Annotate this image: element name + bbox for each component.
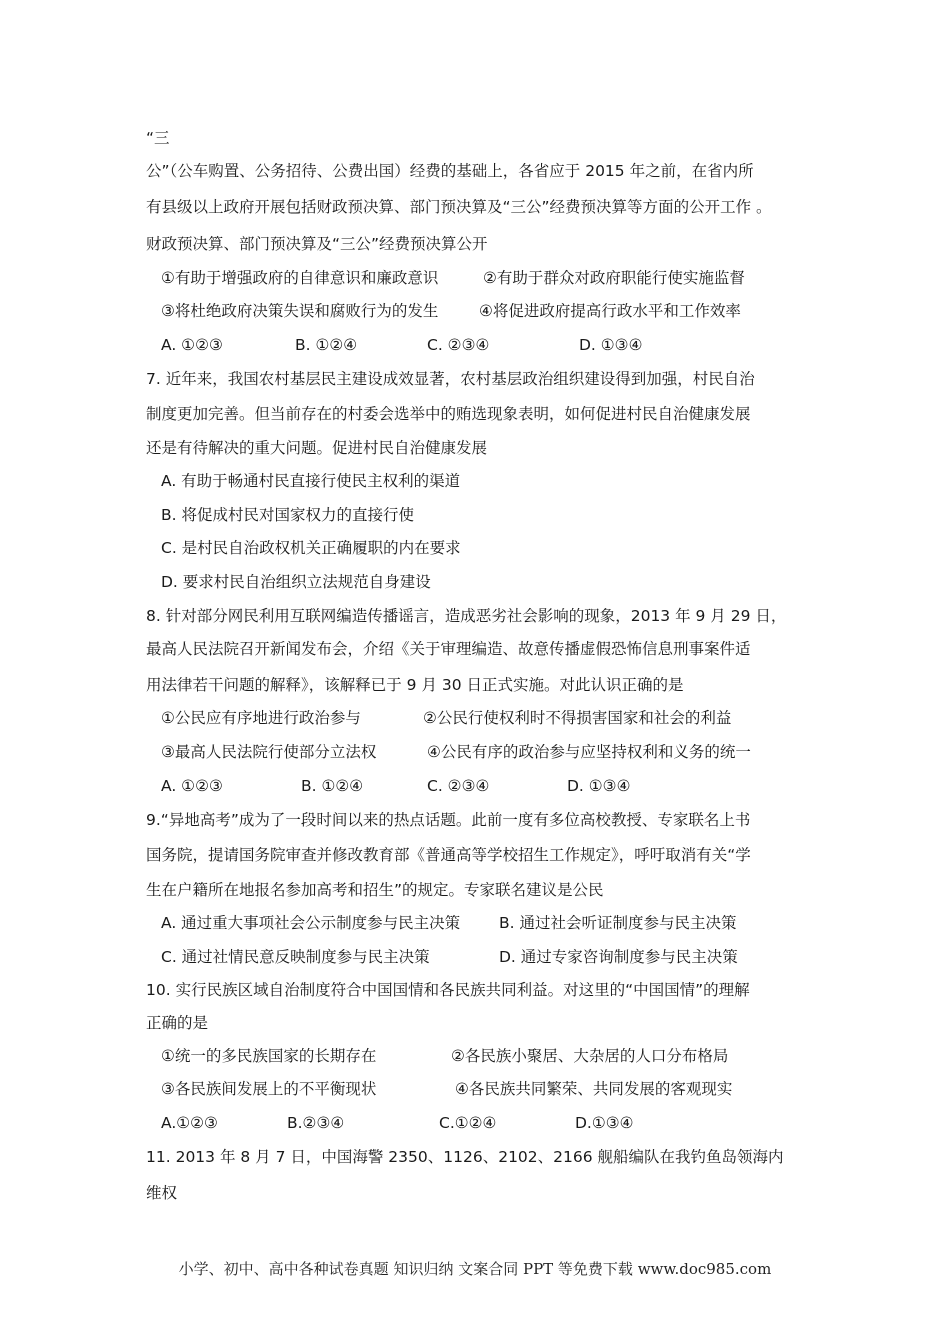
q8-answer-c: C. ②③④	[427, 777, 490, 795]
q10-answer-d: D.①③④	[575, 1114, 634, 1132]
q7-line-1: 7. 近年来，我国农村基层民主建设成效显著，农村基层政治组织建设得到加强，村民自治	[146, 370, 755, 388]
q9-answer-a: A. 通过重大事项社会公示制度参与民主决策	[161, 914, 461, 932]
q8-line-3: 用法律若干问题的解释》，该解释已于 9 月 30 日正式实施。对此认识正确的是	[146, 676, 684, 694]
q7-answer-d: D. 要求村民自治组织立法规范自身建设	[161, 573, 431, 591]
q8-answer-d: D. ①③④	[567, 777, 631, 795]
q10-answer-b: B.②③④	[287, 1114, 345, 1132]
q8-option-4: ④公民有序的政治参与应坚持权利和义务的统一	[427, 743, 751, 761]
q7-line-2: 制度更加完善。但当前存在的村委会选举中的贿选现象表明，如何促进村民自治健康发展	[146, 405, 751, 423]
q10-line-1: 10. 实行民族区域自治制度符合中国国情和各民族共同利益。对这里的“中国国情”的理解	[146, 981, 750, 999]
intro-answer-c: C. ②③④	[427, 336, 490, 354]
intro-option-1: ①有助于增强政府的自律意识和廉政意识	[161, 269, 439, 287]
q7-line-3: 还是有待解决的重大问题。促进村民自治健康发展	[146, 439, 488, 457]
q10-option-2: ②各民族小聚居、大杂居的人口分布格局	[451, 1047, 729, 1065]
intro-answer-b: B. ①②④	[295, 336, 358, 354]
q8-line-2: 最高人民法院召开新闻发布会，介绍《关于审理编造、故意传播虚假恐怖信息刑事案件适	[146, 640, 751, 658]
footer-download-notice: 小学、初中、高中各种试卷真题 知识归纳 文案合同 PPT 等免费下载 www.doc985.com	[178, 1260, 772, 1278]
q8-option-1: ①公民应有序地进行政治参与	[161, 709, 361, 727]
q9-line-1: 9.“异地高考”成为了一段时间以来的热点话题。此前一度有多位高校教授、专家联名上书	[146, 811, 751, 829]
q7-answer-c: C. 是村民自治政权机关正确履职的内在要求	[161, 539, 461, 557]
q10-option-3: ③各民族间发展上的不平衡现状	[161, 1080, 377, 1098]
q10-option-4: ④各民族共同繁荣、共同发展的客观现实	[455, 1080, 733, 1098]
intro-answer-a: A. ①②③	[161, 336, 223, 354]
q10-answer-a: A.①②③	[161, 1114, 218, 1132]
q7-answer-a: A. 有助于畅通村民直接行使民主权利的渠道	[161, 472, 461, 490]
q8-option-3: ③最高人民法院行使部分立法权	[161, 743, 377, 761]
q8-line-1: 8. 针对部分网民利用互联网编造传播谣言，造成恶劣社会影响的现象，2013 年 9 月 29 日，	[146, 607, 787, 625]
q8-option-2: ②公民行使权利时不得损害国家和社会的利益	[423, 709, 732, 727]
q10-line-2: 正确的是	[146, 1014, 209, 1032]
intro-option-2: ②有助于群众对政府职能行使实施监督	[483, 269, 745, 287]
q11-line-2: 维权	[146, 1184, 178, 1202]
q9-answer-d: D. 通过专家咨询制度参与民主决策	[499, 948, 738, 966]
intro-line-2: 公”（公车购置、公务招待、公费出国）经费的基础上，各省应于 2015 年之前，在省内所	[146, 162, 754, 180]
q9-line-3: 生在户籍所在地报名参加高考和招生”的规定。专家联名建议是公民	[146, 881, 604, 899]
q11-line-1: 11. 2013 年 8 月 7 日，中国海警 2350、1126、2102、2166 舰船编队在我钓鱼岛领海内	[146, 1148, 784, 1166]
intro-option-4: ④将促进政府提高行政水平和工作效率	[479, 302, 741, 320]
q9-answer-c: C. 通过社情民意反映制度参与民主决策	[161, 948, 430, 966]
intro-line-4: 财政预决算、部门预决算及“三公”经费预决算公开	[146, 235, 488, 253]
intro-answer-d: D. ①③④	[579, 336, 643, 354]
intro-line-3: 有县级以上政府开展包括财政预决算、部门预决算及“三公”经费预决算等方面的公开工作 。	[146, 198, 772, 216]
q8-answer-b: B. ①②④	[301, 777, 364, 795]
q8-answer-a: A. ①②③	[161, 777, 223, 795]
q7-answer-b: B. 将促成村民对国家权力的直接行使	[161, 506, 414, 524]
q9-answer-b: B. 通过社会听证制度参与民主决策	[499, 914, 737, 932]
q9-line-2: 国务院，提请国务院审查并修改教育部《普通高等学校招生工作规定》，呼吁取消有关“学	[146, 846, 751, 864]
intro-line-1: “三	[146, 129, 170, 147]
intro-option-3: ③将杜绝政府决策失误和腐败行为的发生	[161, 302, 439, 320]
q10-option-1: ①统一的多民族国家的长期存在	[161, 1047, 377, 1065]
q10-answer-c: C.①②④	[439, 1114, 497, 1132]
